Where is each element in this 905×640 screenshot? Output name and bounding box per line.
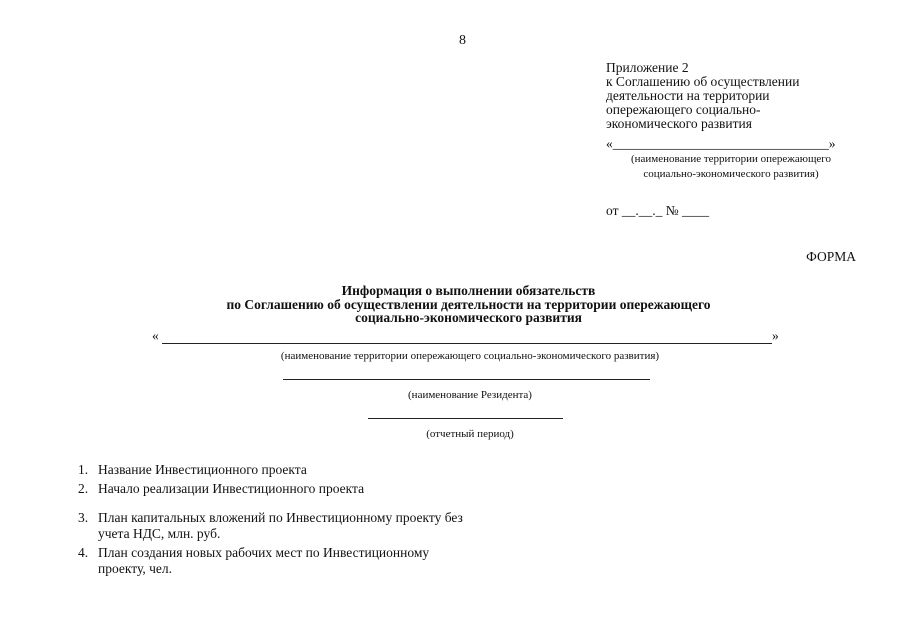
resident-caption: (наименование Резидента) xyxy=(408,389,532,401)
appendix-header xyxy=(606,61,896,131)
appendix-line: Приложение 2 xyxy=(606,60,689,75)
document-title xyxy=(0,284,905,325)
date-number-line: от __.__._ № ____ xyxy=(606,203,709,218)
page-number: 8 xyxy=(459,33,466,48)
item-number: 2. xyxy=(78,481,89,496)
resident-blank-line xyxy=(283,379,650,380)
title-line: по Соглашению об осуществлении деятельности на территории опережающего xyxy=(226,296,711,312)
item-number: 1. xyxy=(78,462,89,477)
territory-name-blank xyxy=(152,328,792,348)
item-text: Начало реализации Инвестиционного проекта xyxy=(98,481,365,496)
project-info-list xyxy=(78,462,558,577)
appendix-line: опережающего социально- xyxy=(606,102,761,117)
item-number: 3. xyxy=(78,510,89,525)
blank-line xyxy=(162,343,772,344)
form-label: ФОРМА xyxy=(806,249,856,264)
close-quote: » xyxy=(828,136,836,151)
blank-line: ________________________________ xyxy=(612,136,829,151)
caption-line: (наименование территории опережающего xyxy=(630,153,832,165)
appendix-line: деятельности на территории xyxy=(606,88,770,103)
item-text: План создания новых рабочих мест по Инвестиционному проекту, чел. xyxy=(98,545,430,576)
list-item xyxy=(78,510,558,542)
item-number: 4. xyxy=(78,545,89,560)
title-line: социально-экономического развития xyxy=(355,310,582,325)
territory-caption: (наименование территории опережающего социально-экономического развития) xyxy=(280,350,660,362)
appendix-line: к Соглашению об осуществлении xyxy=(606,74,800,89)
appendix-line: экономического развития xyxy=(606,116,752,131)
period-blank-line xyxy=(368,418,563,419)
period-caption: (отчетный период) xyxy=(426,428,514,440)
territory-name-blank-small xyxy=(606,136,856,152)
list-item xyxy=(78,462,558,478)
close-quote: » xyxy=(772,328,779,343)
title-line: Информация о выполнении обязательств xyxy=(341,283,596,298)
list-item xyxy=(78,481,558,497)
open-quote: « xyxy=(606,136,613,151)
list-item xyxy=(78,545,558,577)
open-quote: « xyxy=(152,328,159,343)
item-text: План капитальных вложений по Инвестиционному проекту без учета НДС, млн. руб. xyxy=(98,510,463,541)
item-text: Название Инвестиционного проекта xyxy=(98,462,307,477)
caption-line: социально-экономического развития) xyxy=(643,168,819,180)
territory-caption-small xyxy=(606,152,856,182)
